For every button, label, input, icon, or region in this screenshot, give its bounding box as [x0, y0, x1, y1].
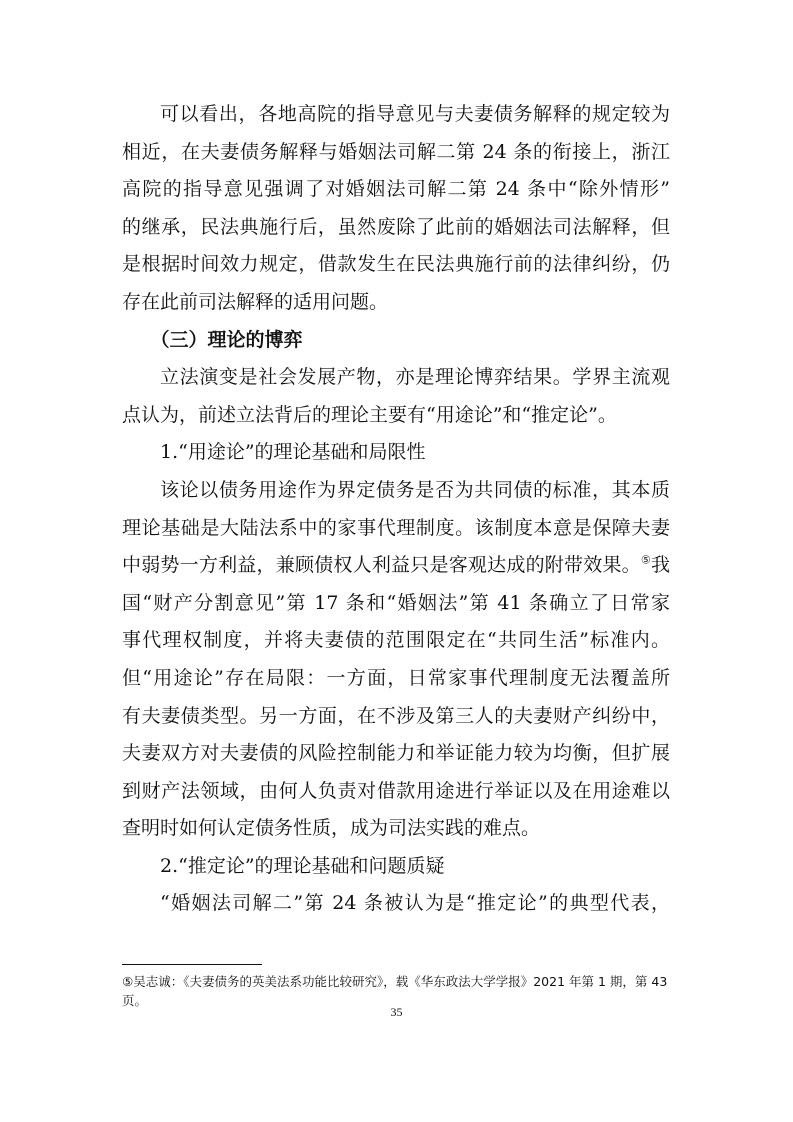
subheading-1: 1.“用途论”的理论基础和局限性 — [160, 441, 426, 464]
footnote-divider — [122, 964, 262, 965]
paragraph-1 — [122, 96, 670, 322]
text-line: 有夫妻债类型。另一方面，在不涉及第三人的夫妻财产纠纷中， — [122, 704, 670, 727]
text-line-tail: 我 — [650, 554, 670, 577]
text-line: 存在此前司法解释的适用问题。 — [122, 290, 389, 313]
text-line: 相近，在夫妻债务解释与婚姻法司解二第 24 条的衔接上，浙江 — [122, 140, 670, 163]
footnote: ⑤吴志诚：《夫妻债务的英美法系功能比较研究》，载《华东政法大学学报》2021 年第 1 期，第 43 页。 — [122, 974, 668, 1008]
text-line: 理论基础是大陆法系中的家事代理制度。该制度本意是保障夫妻 — [122, 516, 670, 539]
text-line: 到财产法领域，由何人负责对借款用途进行举证以及在用途难以 — [122, 779, 670, 802]
text-line: 可以看出，各地高院的指导意见与夫妻债务解释的规定较为 — [160, 103, 670, 125]
text-line: 是根据时间效力规定，借款发生在民法典施行前的法律纠纷，仍 — [122, 253, 670, 276]
paragraph-4 — [122, 885, 670, 923]
text-line: 国“财产分割意见”第 17 条和“婚姻法”第 41 条确立了日常家 — [122, 591, 670, 614]
text-line: 点认为，前述立法背后的理论主要有“用途论”和“推定论”。 — [122, 403, 617, 426]
body-text — [122, 96, 670, 923]
text-line: 查明时如何认定债务性质，成为司法实践的难点。 — [122, 817, 541, 840]
text-line: “婚姻法司解二”第 24 条被认为是“推定论”的典型代表， — [160, 892, 670, 915]
text-line: 事代理权制度，并将夫妻债的范围限定在“共同生活”标准内。 — [122, 629, 670, 652]
text-line: 但“用途论”存在局限：一方面，日常家事代理制度无法覆盖所 — [122, 666, 670, 689]
paragraph-3 — [122, 472, 670, 848]
text-line: 该论以债务用途作为界定债务是否为共同债的标准，其本质 — [160, 478, 670, 501]
section-heading: （三）理论的博弈 — [150, 328, 303, 351]
page-number: 35 — [390, 1005, 403, 1019]
text-line: 的继承，民法典施行后，虽然废除了此前的婚姻法司法解释，但 — [122, 215, 670, 238]
text-line: 夫妻双方对夫妻债的风险控制能力和举证能力较为均衡，但扩展 — [122, 742, 670, 765]
text-line: 立法演变是社会发展产物，亦是理论博弈结果。学界主流观 — [160, 366, 670, 389]
footnote-reference[interactable]: ⑤ — [640, 553, 651, 567]
text-line: 高院的指导意见强调了对婚姻法司解二第 24 条中“除外情形” — [122, 178, 670, 201]
text-line-content: 中弱势一方利益，兼顾债权人利益只是客观达成的附带效果。 — [122, 554, 641, 577]
subheading-2: 2.“推定论”的理论基础和问题质疑 — [160, 854, 445, 877]
text-line — [122, 547, 670, 585]
paragraph-2 — [122, 359, 670, 434]
